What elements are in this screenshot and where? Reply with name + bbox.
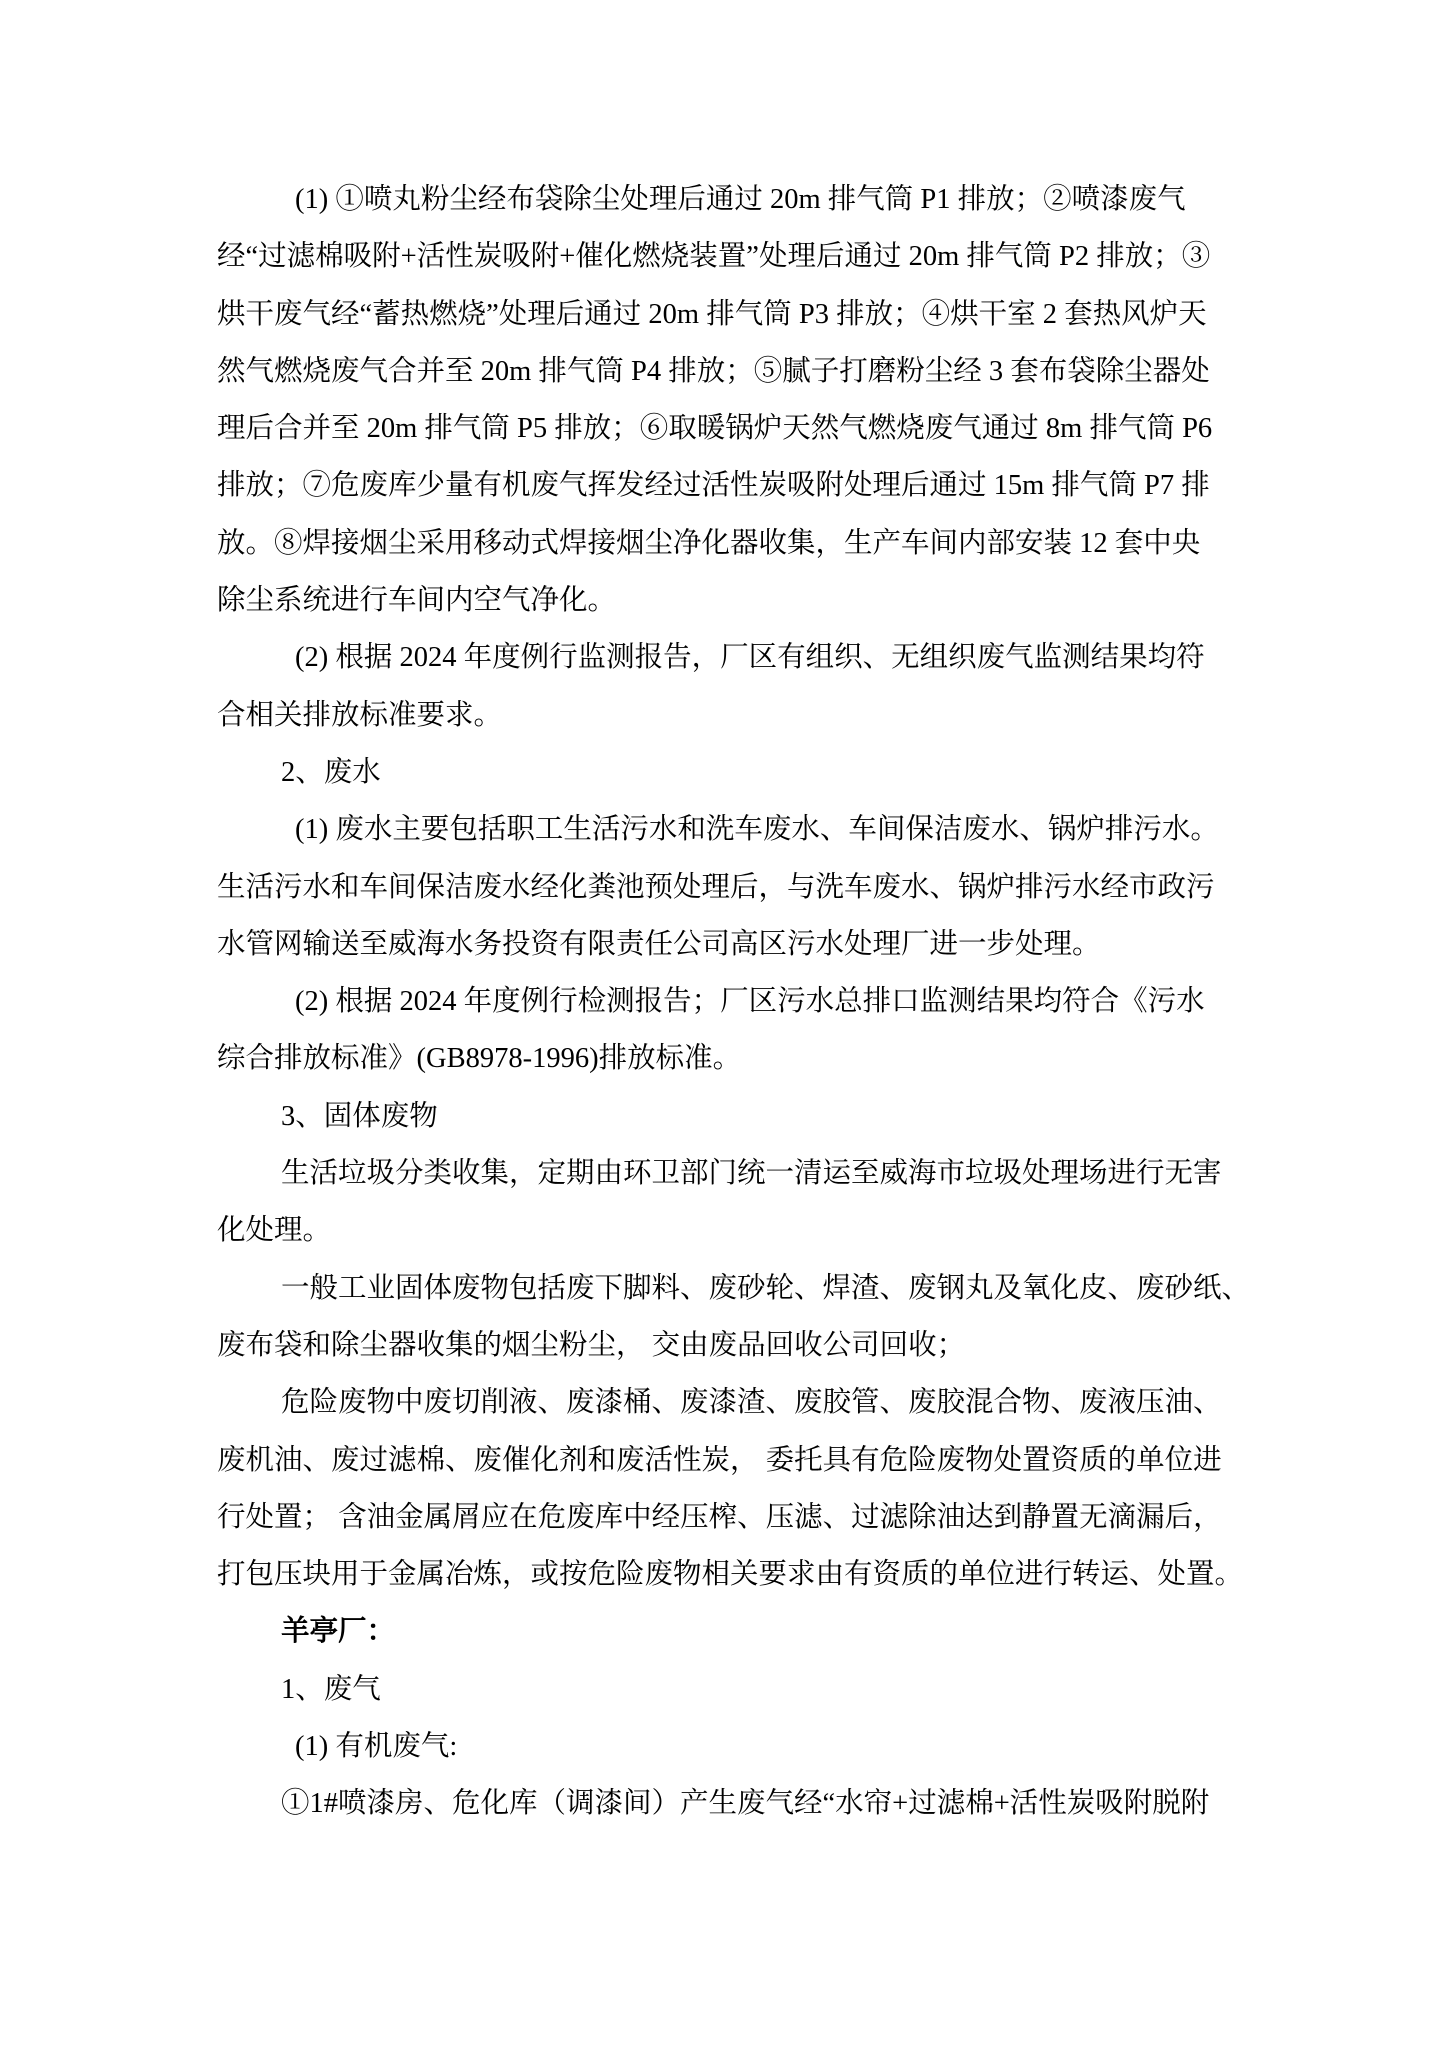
text-line: 理后合并至 20m 排气筒 P5 排放；⑥取暖锅炉天然气燃烧废气通过 8m 排气筒 P6 xyxy=(217,413,1213,445)
text-line: 行处置； 含油金属屑应在危废库中经压榨、压滤、过滤除油达到静置无滴漏后， xyxy=(217,1501,1222,1533)
text-line: 合相关排放标准要求。 xyxy=(217,699,503,731)
text-line: (1) ①喷丸粉尘经布袋除尘处理后通过 20m 排气筒 P1 排放；②喷漆废气 xyxy=(295,184,1186,215)
text-line: 水管网输送至威海水务投资有限责任公司高区污水处理厂进一步处理。 xyxy=(217,928,1101,960)
subheading-organic-waste-gas: (1) 有机废气: xyxy=(295,1731,458,1763)
text-line: 放。⑧焊接烟尘采用移动式焊接烟尘净化器收集，生产车间内部安装 12 套中央 xyxy=(217,527,1201,559)
text-line: 排放；⑦危废库少量有机废气挥发经过活性炭吸附处理后通过 15m 排气筒 P7 排 xyxy=(217,470,1210,502)
text-line: (2) 根据 2024 年度例行检测报告；厂区污水总排口监测结果均符合《污水 xyxy=(295,986,1205,1018)
text-line: (2) 根据 2024 年度例行监测报告，厂区有组织、无组织废气监测结果均符 xyxy=(295,642,1205,674)
text-line: 化处理。 xyxy=(217,1215,332,1247)
heading-wastewater: 2、废水 xyxy=(281,756,381,788)
text-line: ①1#喷漆房、危化库（调漆间）产生废气经“水帘+过滤棉+活性炭吸附脱附 xyxy=(281,1788,1210,1820)
text-line: 打包压块用于金属冶炼，或按危险废物相关要求由有资质的单位进行转运、处置。 xyxy=(217,1559,1244,1591)
text-line: 除尘系统进行车间内空气净化。 xyxy=(217,585,617,617)
text-line: (1) 废水主要包括职工生活污水和洗车废水、车间保洁废水、锅炉排污水。 xyxy=(295,814,1219,846)
heading-solid-waste: 3、固体废物 xyxy=(281,1100,438,1132)
text-line: 废布袋和除尘器收集的烟尘粉尘， 交由废品回收公司回收； xyxy=(217,1329,966,1361)
text-line: 综合排放标准》(GB8978-1996)排放标准。 xyxy=(217,1043,742,1075)
text-line: 生活垃圾分类收集，定期由环卫部门统一清运至威海市垃圾处理场进行无害 xyxy=(281,1158,1222,1190)
heading-waste-gas: 1、废气 xyxy=(281,1673,381,1705)
heading-yangting-plant: 羊亭厂： xyxy=(281,1616,396,1648)
text-line: 一般工业固体废物包括废下脚料、废砂轮、焊渣、废钢丸及氧化皮、废砂纸、 xyxy=(281,1272,1251,1304)
text-line: 危险废物中废切削液、废漆桶、废漆渣、废胶管、废胶混合物、废液压油、 xyxy=(281,1387,1222,1419)
text-line: 生活污水和车间保洁废水经化粪池预处理后，与洗车废水、锅炉排污水经市政污 xyxy=(217,871,1215,903)
text-line: 废机油、废过滤棉、废催化剂和废活性炭， 委托具有危险废物处置资质的单位进 xyxy=(217,1444,1222,1476)
text-line: 然气燃烧废气合并至 20m 排气筒 P4 排放；⑤腻子打磨粉尘经 3 套布袋除尘器处 xyxy=(217,355,1210,387)
text-line: 烘干废气经“蓄热燃烧”处理后通过 20m 排气筒 P3 排放；④烘干室 2 套热风炉天 xyxy=(217,298,1207,330)
text-line: 经“过滤棉吸附+活性炭吸附+催化燃烧装置”处理后通过 20m 排气筒 P2 排放；③ xyxy=(217,241,1211,273)
document-text xyxy=(217,171,1251,1833)
